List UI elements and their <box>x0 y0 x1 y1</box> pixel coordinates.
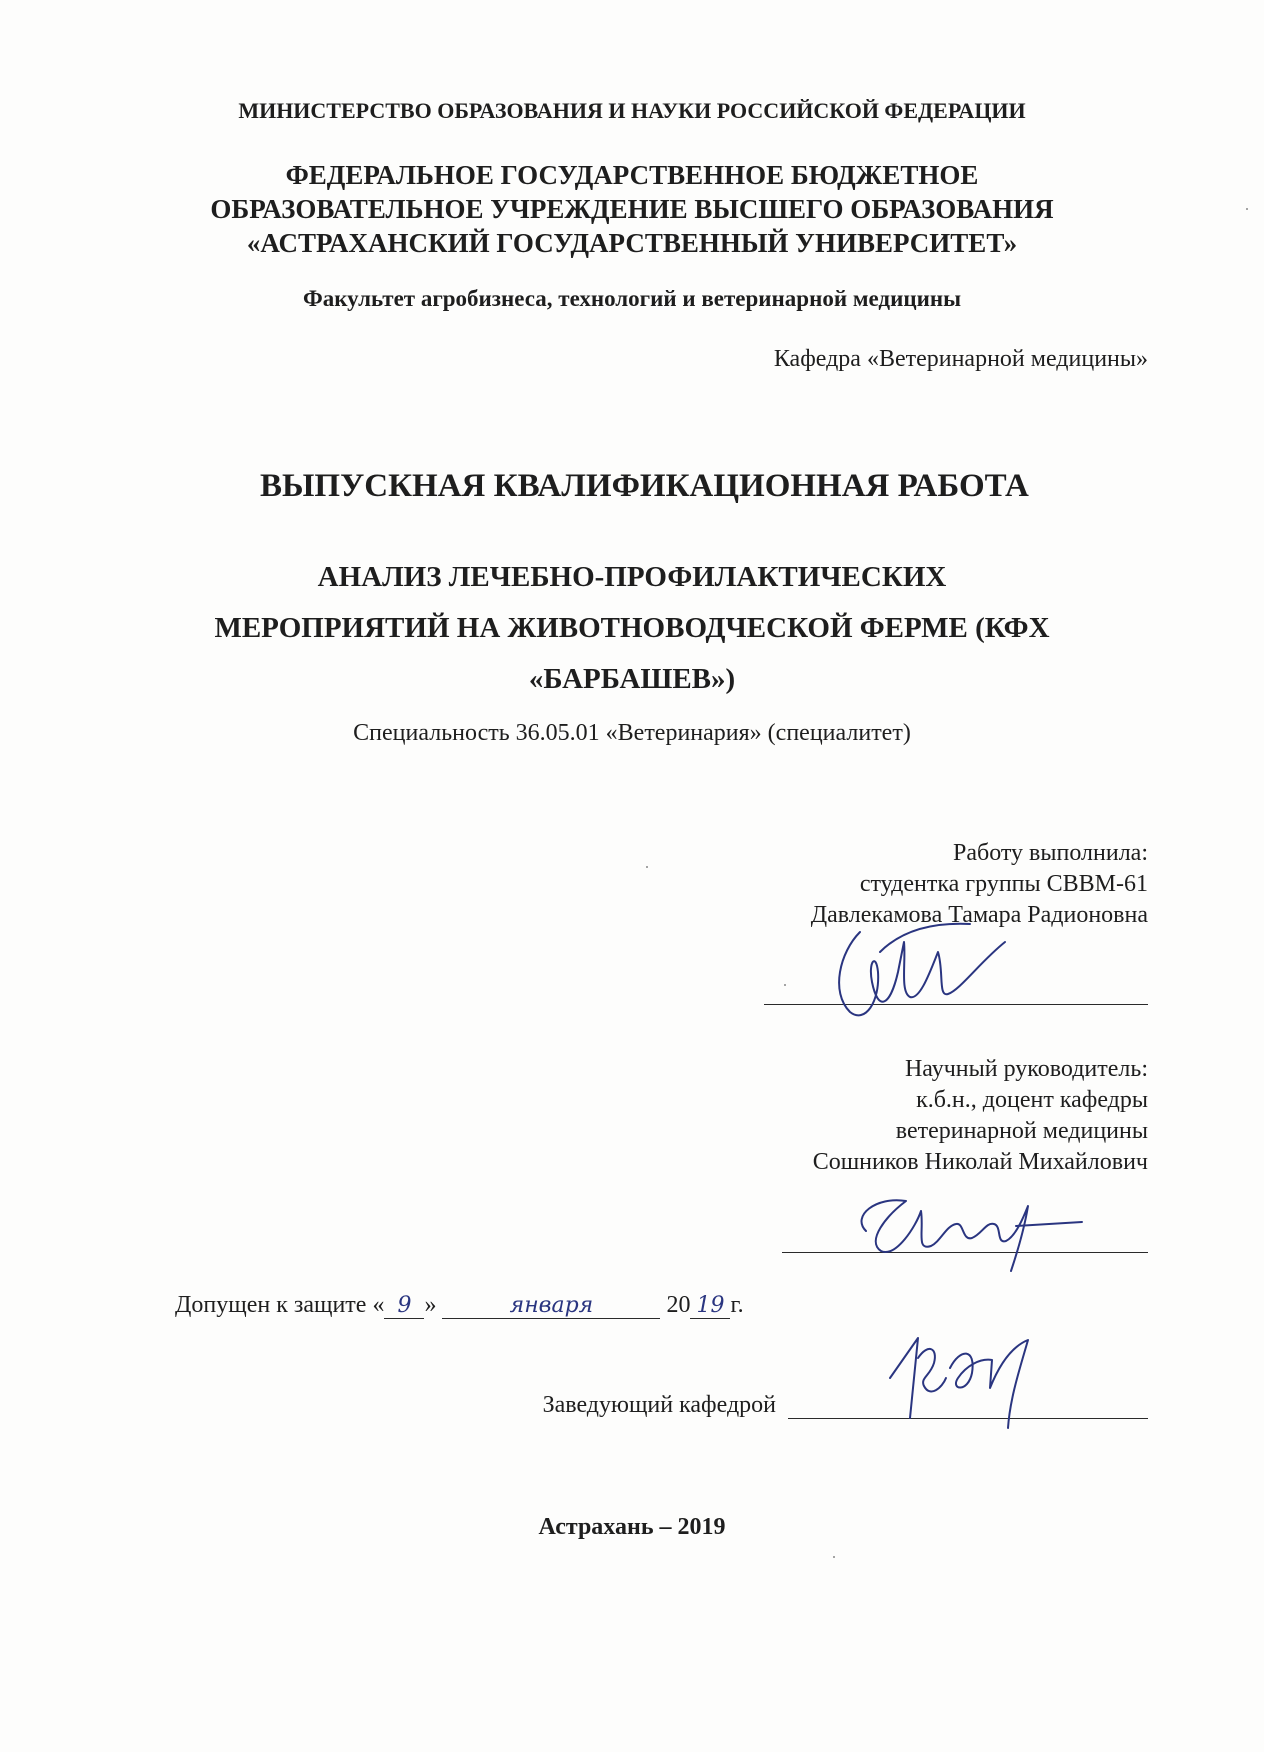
scan-speck <box>1246 208 1248 210</box>
supervisor-degree: к.б.н., доцент кафедры <box>916 1087 1148 1113</box>
faculty-name: Факультет агробизнеса, технологий и ветеринарной медицины <box>302 286 962 311</box>
thesis-title-line-2: МЕРОПРИЯТИЙ НА ЖИВОТНОВОДЧЕСКОЙ ФЕРМЕ (КФХ <box>214 612 1050 644</box>
specialty-line: Специальность 36.05.01 «Ветеринария» (специалитет) <box>353 720 911 746</box>
thesis-title <box>0 552 1264 705</box>
supervisor-label: Научный руководитель: <box>904 1056 1148 1082</box>
scan-speck <box>646 866 648 868</box>
scan-speck <box>833 1556 835 1558</box>
supervisor-signature <box>846 1186 1086 1276</box>
supervisor-signature-line <box>782 1252 1148 1253</box>
author-block <box>648 838 1148 931</box>
admission-mid: » <box>424 1292 443 1318</box>
head-signature-line <box>788 1418 1148 1419</box>
author-signature <box>820 912 1010 1042</box>
admission-prefix: Допущен к защите « <box>175 1292 385 1318</box>
department-name: Кафедра «Ветеринарной медицины» <box>773 346 1148 372</box>
city-and-year: Астрахань – 2019 <box>538 1514 726 1540</box>
institution-line-2: ОБРАЗОВАТЕЛЬНОЕ УЧРЕЖДЕНИЕ ВЫСШЕГО ОБРАЗОВАНИЯ <box>210 194 1054 224</box>
ministry-header: МИНИСТЕРСТВО ОБРАЗОВАНИЯ И НАУКИ РОССИЙСКОЙ ФЕДЕРАЦИИ <box>238 98 1026 123</box>
institution-line-1: ФЕДЕРАЛЬНОЕ ГОСУДАРСТВЕННОЕ БЮДЖЕТНОЕ <box>285 160 979 190</box>
admission-year: 19 <box>690 1294 730 1319</box>
thesis-title-line-1: АНАЛИЗ ЛЕЧЕБНО-ПРОФИЛАКТИЧЕСКИХ <box>317 561 947 593</box>
author-name: Давлекамова Тамара Радионовна <box>810 902 1148 928</box>
head-of-department-label: Заведующий кафедрой <box>542 1392 776 1418</box>
admission-day: 9 <box>384 1294 424 1319</box>
scan-speck <box>784 984 786 986</box>
author-label: Работу выполнила: <box>952 840 1148 866</box>
author-group: студентка группы СВВМ-61 <box>859 871 1148 897</box>
admission-line <box>175 1292 744 1319</box>
head-signature <box>880 1318 1050 1448</box>
thesis-title-line-3: «БАРБАШЕВ») <box>528 663 736 695</box>
supervisor-block <box>648 1054 1148 1178</box>
admission-suffix: г. <box>730 1292 744 1318</box>
institution-name <box>0 158 1264 260</box>
admission-month: января <box>442 1294 660 1319</box>
supervisor-department: ветеринарной медицины <box>895 1118 1148 1144</box>
supervisor-name: Сошников Николай Михайлович <box>812 1149 1148 1175</box>
author-signature-line <box>764 1004 1148 1005</box>
admission-year-prefix: 20 <box>660 1292 691 1318</box>
institution-line-3: «АСТРАХАНСКИЙ ГОСУДАРСТВЕННЫЙ УНИВЕРСИТЕТ» <box>246 228 1018 258</box>
work-type-heading: ВЫПУСКНАЯ КВАЛИФИКАЦИОННАЯ РАБОТА <box>260 468 1029 504</box>
